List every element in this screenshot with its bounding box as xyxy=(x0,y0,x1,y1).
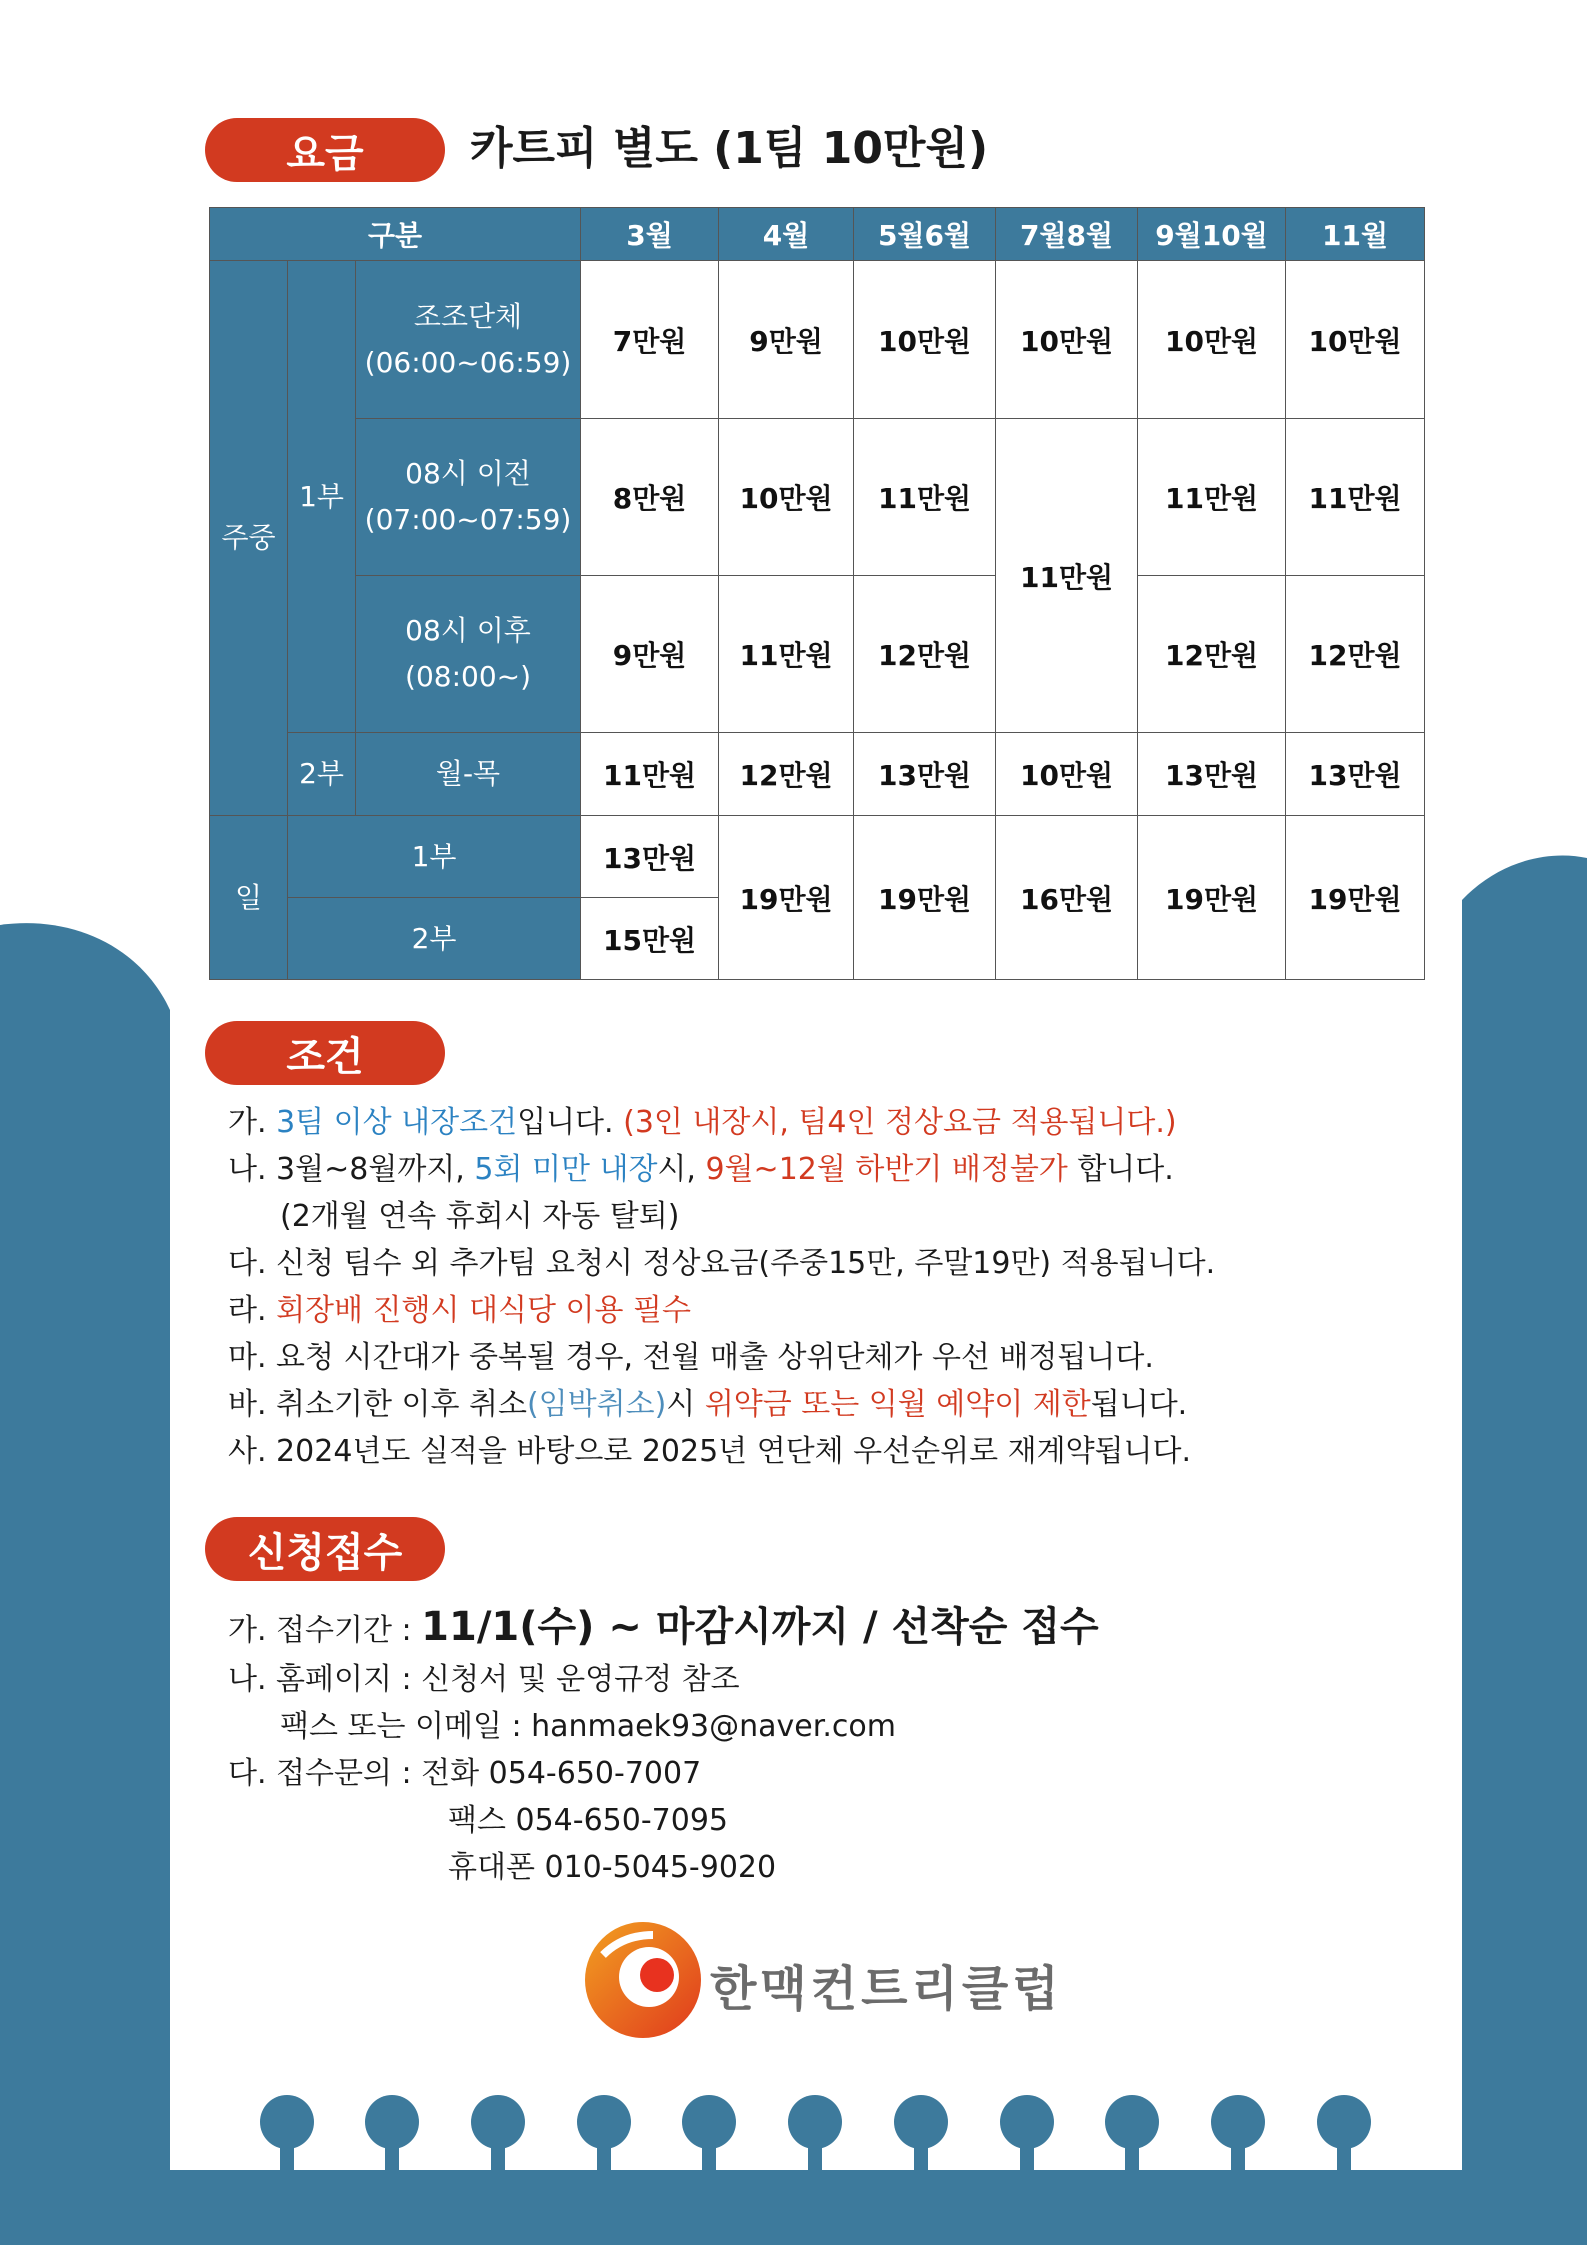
price-cell: 11만원 xyxy=(719,576,854,733)
price-cell: 13만원 xyxy=(1286,733,1425,816)
price-cell: 12만원 xyxy=(854,576,996,733)
condition-subnote: (2개월 연속 휴회시 자동 탈퇴) xyxy=(280,1199,680,1234)
fee-table xyxy=(209,207,1425,980)
condition-text: 시 xyxy=(666,1387,705,1422)
conditions-badge: 조건 xyxy=(205,1021,445,1085)
slot-time: (06:00~06:59) xyxy=(364,345,572,379)
price-cell-merged: 19만원 xyxy=(854,816,996,980)
sunday-part1-label: 1부 xyxy=(288,816,581,898)
club-logo-text: 한맥컨트리클럽 xyxy=(710,1961,1063,2017)
condition-item xyxy=(228,1287,1215,1334)
price-cell: 10만원 xyxy=(854,261,996,419)
sunday-part2-label: 2부 xyxy=(288,898,581,980)
price-cell: 10만원 xyxy=(996,261,1138,419)
condition-text: 됩니다. xyxy=(1090,1387,1188,1422)
header-month: 9월10월 xyxy=(1138,208,1286,261)
price-cell: 7만원 xyxy=(581,261,719,419)
condition-text: 바. 취소기한 이후 취소 xyxy=(228,1387,527,1422)
slot-title: 조조단체 xyxy=(413,299,523,333)
price-cell: 13만원 xyxy=(854,733,996,816)
table-header-row xyxy=(210,208,1425,261)
slot-label xyxy=(356,576,581,733)
condition-prefix: 가. xyxy=(228,1105,277,1140)
header-month: 3월 xyxy=(581,208,719,261)
price-cell: 9만원 xyxy=(719,261,854,419)
header-month: 5월6월 xyxy=(854,208,996,261)
condition-item: 사. 2024년도 실적을 바탕으로 2025년 연단체 우선순위로 재계약됩니다. xyxy=(228,1434,1192,1469)
price-cell-merged: 16만원 xyxy=(996,816,1138,980)
period-label: 가. 접수기간 : xyxy=(228,1613,422,1648)
sunday-label: 일 xyxy=(210,816,288,980)
condition-item xyxy=(228,1146,1215,1193)
condition-text: 시, xyxy=(657,1152,706,1187)
condition-item xyxy=(228,1099,1215,1146)
pricing-badge: 요금 xyxy=(205,118,445,182)
price-cell: 8만원 xyxy=(581,419,719,576)
price-cell: 12만원 xyxy=(1138,576,1286,733)
slot-time: (08:00~) xyxy=(405,660,532,693)
application-inquiry-mobile: 휴대폰 010-5045-9020 xyxy=(448,1850,777,1885)
pricing-headline: 카트피 별도 (1팀 10만원) xyxy=(470,123,989,174)
slot-label: 월-목 xyxy=(356,733,581,816)
application-inquiry-fax: 팩스 054-650-7095 xyxy=(448,1803,729,1838)
table-row xyxy=(210,576,1425,733)
application-fax-email: 팩스 또는 이메일 : hanmaek93@naver.com xyxy=(280,1709,896,1744)
application-homepage: 나. 홈페이지 : 신청서 및 운영규정 참조 xyxy=(228,1662,740,1697)
condition-prefix: 라. xyxy=(228,1293,277,1328)
price-cell-merged: 19만원 xyxy=(719,816,854,980)
weekday-part2-label: 2부 xyxy=(288,733,356,816)
header-category: 구분 xyxy=(210,208,581,261)
period-value: 11/1(수) ~ 마감시까지 / 선착순 접수 xyxy=(421,1604,1099,1650)
price-cell: 10만원 xyxy=(719,419,854,576)
price-cell-merged: 19만원 xyxy=(1138,816,1286,980)
price-cell: 12만원 xyxy=(719,733,854,816)
header-month: 4월 xyxy=(719,208,854,261)
condition-highlight-red: (3인 내장시, 팀4인 정상요금 적용됩니다.) xyxy=(623,1105,1177,1140)
application-info xyxy=(228,1598,1099,1891)
slot-label xyxy=(356,419,581,576)
price-cell: 10만원 xyxy=(1138,261,1286,419)
price-cell: 10만원 xyxy=(1286,261,1425,419)
condition-item: 다. 신청 팀수 외 추가팀 요청시 정상요금(주중15만, 주말19만) 적용됩니다. xyxy=(228,1246,1216,1281)
price-cell-merged: 19만원 xyxy=(1286,816,1425,980)
weekday-label: 주중 xyxy=(210,261,288,816)
condition-highlight-blue: 5회 미만 내장 xyxy=(474,1152,658,1187)
price-cell: 9만원 xyxy=(581,576,719,733)
price-cell: 11만원 xyxy=(1286,419,1425,576)
condition-highlight-red: 회장배 진행시 대식당 이용 필수 xyxy=(276,1293,691,1328)
condition-text: 합니다. xyxy=(1067,1152,1174,1187)
conditions-list xyxy=(228,1099,1215,1475)
table-row xyxy=(210,816,1425,898)
condition-highlight-red: 9월~12월 하반기 배정불가 xyxy=(705,1152,1068,1187)
table-row xyxy=(210,733,1425,816)
price-cell: 10만원 xyxy=(996,733,1138,816)
price-cell: 11만원 xyxy=(581,733,719,816)
header-month: 11월 xyxy=(1286,208,1425,261)
condition-highlight-red: 위약금 또는 익월 예약이 제한 xyxy=(704,1387,1091,1422)
condition-highlight-blue: 3팀 이상 내장조건 xyxy=(276,1105,518,1140)
price-cell: 13만원 xyxy=(1138,733,1286,816)
price-cell-merged: 11만원 xyxy=(996,419,1138,733)
price-cell: 11만원 xyxy=(1138,419,1286,576)
price-cell: 13만원 xyxy=(581,816,719,898)
application-period xyxy=(228,1598,1099,1656)
table-row xyxy=(210,419,1425,576)
slot-time: (07:00~07:59) xyxy=(364,503,572,536)
condition-item xyxy=(228,1381,1215,1428)
condition-text: 입니다. xyxy=(517,1105,624,1140)
table-row xyxy=(210,261,1425,419)
slot-title: 08시 이전 xyxy=(405,457,531,490)
slot-title: 08시 이후 xyxy=(405,614,531,647)
price-cell: 11만원 xyxy=(854,419,996,576)
condition-text: 나. 3월~8월까지, xyxy=(228,1152,475,1187)
price-cell: 12만원 xyxy=(1286,576,1425,733)
condition-item: 마. 요청 시간대가 중복될 경우, 전월 매출 상위단체가 우선 배정됩니다. xyxy=(228,1340,1154,1375)
slot-label xyxy=(356,261,581,419)
price-cell: 15만원 xyxy=(581,898,719,980)
application-badge: 신청접수 xyxy=(205,1517,445,1581)
header-month: 7월8월 xyxy=(996,208,1138,261)
weekday-part1-label: 1부 xyxy=(288,261,356,733)
application-inquiry-phone: 다. 접수문의 : 전화 054-650-7007 xyxy=(228,1756,702,1791)
condition-highlight-blue: (임박취소) xyxy=(526,1387,667,1422)
